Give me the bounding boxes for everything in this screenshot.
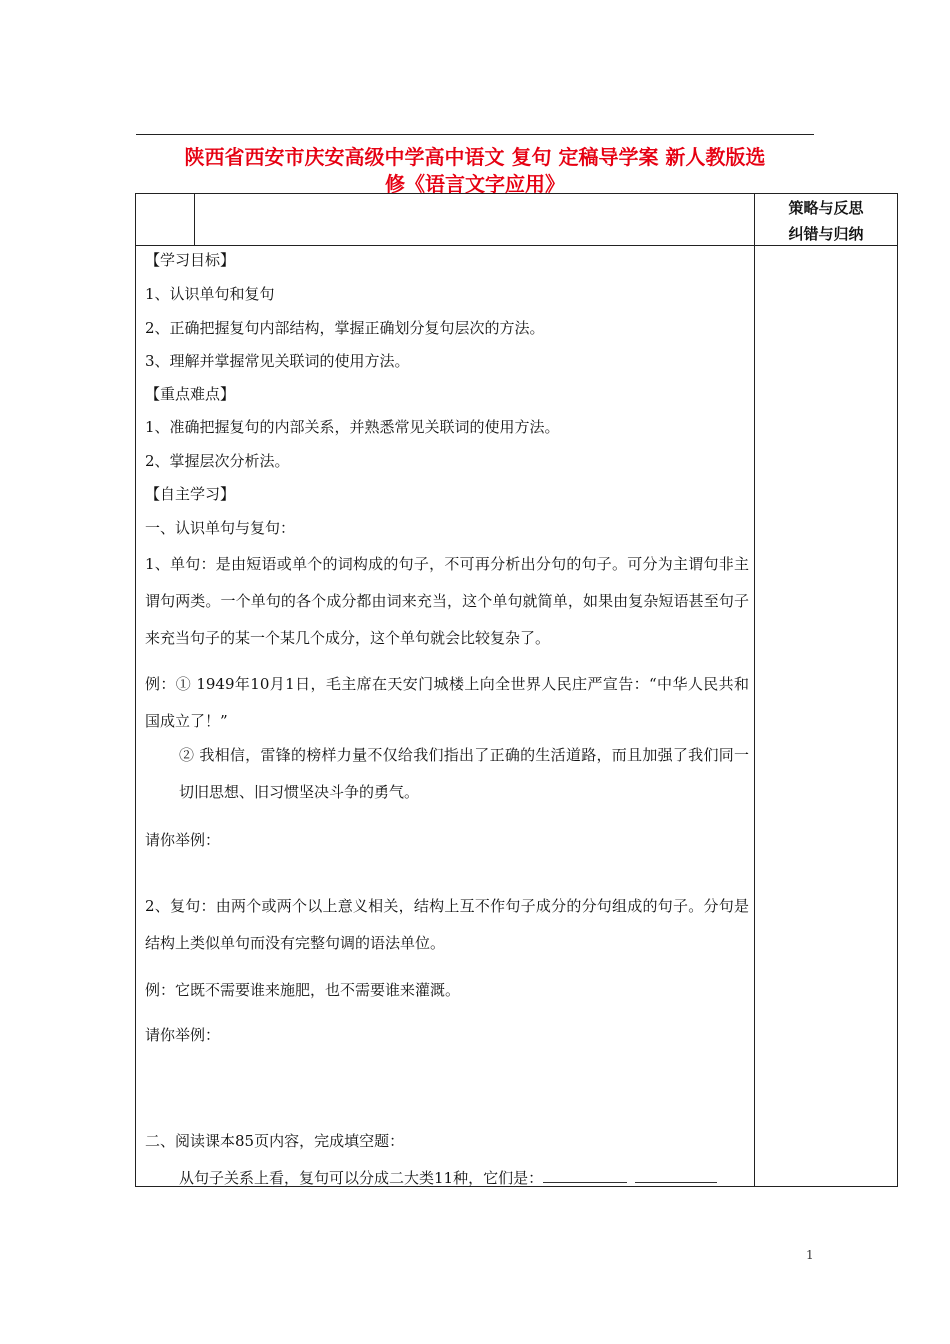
side-column-header	[754, 193, 898, 245]
title-line-1: 陕西省西安市庆安高级中学高中语文 复句 定稿导学案 新人教版选	[184, 145, 766, 169]
key-point-1: 1、准确把握复句的内部关系，并熟悉常见关联词的使用方法。	[145, 418, 560, 436]
heading-learning-goals: 【学习目标】	[145, 251, 236, 269]
title-line-2: 修《语言文字应用》	[385, 172, 565, 196]
page-number: 1	[806, 1248, 814, 1262]
answer-blank-2[interactable]	[635, 1168, 717, 1183]
heading-key-points: 【重点难点】	[145, 385, 236, 403]
fill-in-question-text: 从句子关系上看，复句可以分成二大类11种，它们是：	[179, 1169, 544, 1187]
table-column-divider-1	[194, 193, 195, 245]
example-1: 例：① 1949年10月1日，毛主席在天安门城楼上向全世界人民庄严宣告：“中华人民共和国成立了！”	[145, 675, 749, 730]
key-point-2: 2、掌握层次分析法。	[145, 452, 290, 470]
complex-sentence-definition: 2、复句：由两个或两个以上意义相关，结构上互不作句子成分的分句组成的句子。分句是结构上类似单句而没有完整句调的语法单位。	[145, 897, 749, 952]
example-2: ② 我相信，雷锋的榜样力量不仅给我们指出了正确的生活道路，而且加强了我们同一切旧思想、旧习惯坚决斗争的勇气。	[179, 746, 749, 801]
answer-blank-1[interactable]	[543, 1168, 627, 1183]
goal-1: 1、认识单句和复句	[145, 285, 275, 303]
heading-self-study: 【自主学习】	[145, 485, 236, 503]
example-3: 例：它既不需要谁来施肥，也不需要谁来灌溉。	[145, 981, 461, 999]
side-header-line-2: 纠错与归纳	[788, 225, 864, 243]
ask-example-2: 请你举例：	[145, 1026, 221, 1044]
single-sentence-definition: 1、单句：是由短语或单个的词构成的句子，不可再分析出分句的句子。可分为主谓句非主谓句两类。一个单句的各个成分都由词来充当，这个单句就简单，如果由复杂短语甚至句子来充当句子的某一个某几个成分，这个单句就会比较复杂了。	[145, 555, 749, 647]
document-title	[136, 144, 814, 198]
fill-in-question	[179, 1167, 717, 1188]
side-header-line-1: 策略与反思	[788, 199, 864, 217]
ask-example-1: 请你举例：	[145, 831, 221, 849]
section-1-heading: 一、认识单句与复句：	[145, 519, 296, 537]
goal-3: 3、理解并掌握常见关联词的使用方法。	[145, 352, 410, 370]
top-rule	[136, 134, 814, 135]
section-2-heading: 二、阅读课本85页内容，完成填空题：	[145, 1132, 405, 1150]
goal-2: 2、正确把握复句内部结构，掌握正确划分复句层次的方法。	[145, 319, 545, 337]
table-column-divider-main	[754, 193, 755, 1187]
